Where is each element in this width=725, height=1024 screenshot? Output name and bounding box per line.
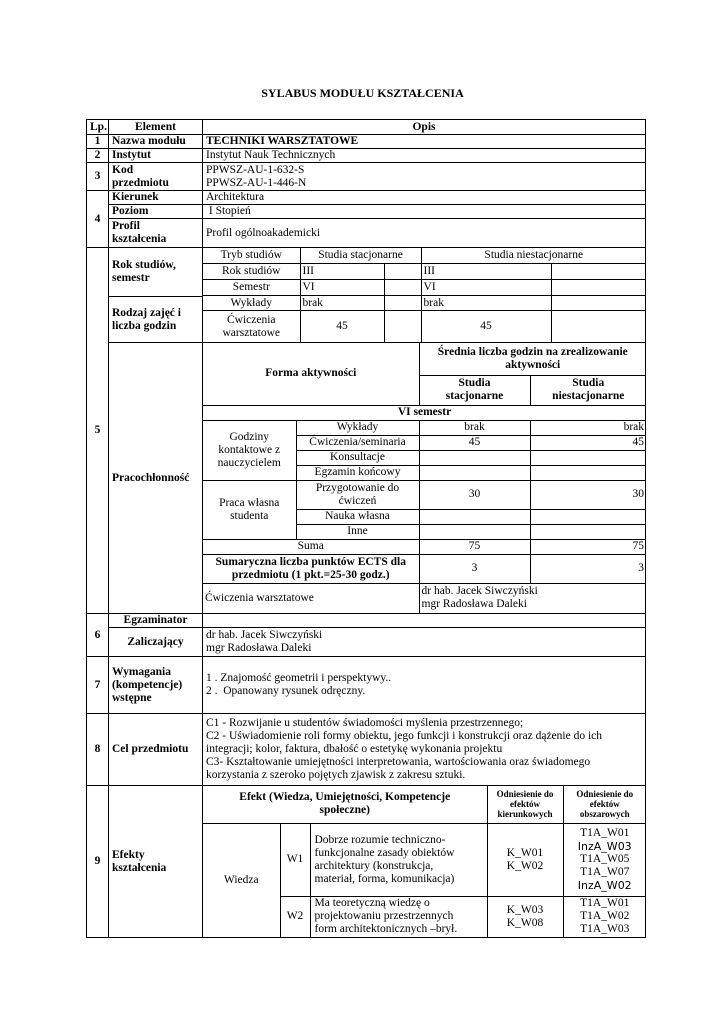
label-line: T1A_W03 xyxy=(580,923,630,936)
label-line: K_W01 xyxy=(506,846,544,859)
row-number: 9 xyxy=(87,786,109,938)
empty-cell xyxy=(419,450,530,465)
pracochlonnosc-grid xyxy=(203,343,646,614)
tryb-label: Tryb studiów xyxy=(203,248,300,263)
label-line: kontaktowe z xyxy=(218,443,281,456)
goal-line: C3- Kształtowanie umiejętności interpretowania, wartościowania oraz świadomego xyxy=(206,756,591,768)
label-line: Efekt (Wiedza, Umiejętności, Kompetencje xyxy=(239,791,451,804)
label-line: efektów xyxy=(589,799,620,810)
odniesienie-kierunkowe-header xyxy=(487,786,563,823)
p-przyg-n: 30 xyxy=(530,480,646,509)
goal-line: korzystania z szeroko pojętych zjawisk z zakresu sztuki. xyxy=(206,769,466,781)
rok-rodzaj-labels xyxy=(109,248,203,343)
label-line: Przygotowanie do xyxy=(315,481,400,494)
w2-code: W2 xyxy=(280,896,310,937)
row-label: Instytut xyxy=(109,149,203,163)
wiedza-label: Wiedza xyxy=(203,823,280,937)
label-line: kierunkowych xyxy=(497,809,553,820)
label-line: ćwiczeń xyxy=(338,494,377,507)
label-line: dr hab. Jacek Siwczyński xyxy=(421,585,538,598)
row-zaliczajacy xyxy=(87,628,646,657)
rok-studiow-grid xyxy=(203,248,646,343)
goal-line: C2 - Uświadomienie roli formy obiektu, jego funkcji i konstrukcji oraz dążenie do ich xyxy=(206,730,603,742)
row-efekty xyxy=(87,786,646,938)
label-line: Ćwiczenia xyxy=(226,313,276,326)
cwiczenia-label xyxy=(203,311,300,342)
cw-s: 45 xyxy=(300,311,384,342)
rok-s: III xyxy=(300,263,384,279)
efekty-grid xyxy=(203,786,646,938)
label-line: Ma teoretyczną wiedzę o xyxy=(314,897,430,910)
row-label xyxy=(109,219,203,248)
wyk-n: brak xyxy=(421,296,551,311)
suma-n: 75 xyxy=(530,539,646,554)
study-mode-table xyxy=(203,248,646,342)
row-label: Poziom xyxy=(109,205,203,219)
row-egzaminator xyxy=(87,614,646,628)
label-line: Dobrze rozumie techniczno- xyxy=(314,833,446,846)
empty-cell xyxy=(551,296,646,311)
label-line: obszarowych xyxy=(579,809,630,820)
row-label: Egzaminator xyxy=(109,614,203,628)
p-przyg-s: 30 xyxy=(419,480,530,509)
w2-description xyxy=(310,896,487,937)
cel-value xyxy=(203,714,646,786)
label-line: kształcenia xyxy=(112,861,167,874)
table-header-row xyxy=(87,120,646,135)
label-line: Wymagania xyxy=(112,665,171,678)
g-konsultacje: Konsultacje xyxy=(296,450,419,465)
kierunek-value: Architektura xyxy=(203,191,646,205)
wyk-s: brak xyxy=(300,296,384,311)
label-line: Praca własna xyxy=(219,496,280,509)
empty-cell xyxy=(530,465,646,480)
suma-s: 75 xyxy=(419,539,530,554)
cw-n: 45 xyxy=(421,311,551,342)
label-line: Efekty xyxy=(112,848,145,861)
empty-cell xyxy=(419,465,530,480)
requirement-item: 1 . Znajomość geometrii i perspektywy.. xyxy=(206,672,392,684)
studia-stacjonarne-header xyxy=(419,375,530,405)
g-wyk-n: brak xyxy=(530,420,646,435)
sem-n: VI xyxy=(421,279,551,295)
page-title: SYLABUS MODUŁU KSZTAŁCENIA xyxy=(261,86,464,100)
g-cwiczenia: Ćwiczenia/seminaria xyxy=(296,435,419,450)
label-line: efektów xyxy=(510,799,540,810)
row-label xyxy=(109,163,203,191)
studia-niestacjonarne-header xyxy=(530,375,646,405)
label-line: Studia xyxy=(458,377,491,389)
stacjonarne-header: Studia stacjonarne xyxy=(300,248,421,263)
label-line: InzA_W03 xyxy=(577,840,632,853)
label-line: Godziny xyxy=(229,430,270,443)
row-pracochlonnosc xyxy=(87,343,646,614)
empty-cell xyxy=(384,279,421,295)
label-line: aktywności xyxy=(505,358,561,371)
row-number: 1 xyxy=(87,135,109,149)
w1-obszarowe xyxy=(563,823,646,896)
rodzaj-label xyxy=(109,297,202,342)
institute-value: Instytut Nauk Technicznych xyxy=(203,149,646,163)
cw-warsztatowe: Ćwiczenia warsztatowe xyxy=(203,583,419,613)
label-line: (kompetencje) xyxy=(112,678,183,691)
course-code xyxy=(203,163,646,191)
header-lp: Lp. xyxy=(87,120,109,135)
label-line: semestr xyxy=(112,272,150,284)
forma-aktywnosci: Forma aktywności xyxy=(203,343,419,405)
g-egzamin: Egzamin końcowy xyxy=(296,465,419,480)
row-label: Zaliczający xyxy=(109,628,203,657)
poziom-value: I Stopień xyxy=(203,205,646,219)
row-cel xyxy=(87,714,646,786)
label-line: społeczne) xyxy=(319,804,370,817)
label-line: funkcjonalne zasady obiektów xyxy=(314,846,455,859)
row-nazwa xyxy=(87,135,646,149)
empty-cell xyxy=(384,311,421,342)
efekt-header xyxy=(203,786,487,823)
workload-table xyxy=(203,343,646,613)
w2-kierunkowe xyxy=(487,896,563,937)
requirement-item: 2 . Opanowany rysunek odręczny. xyxy=(206,685,366,697)
semestr-label-cell: Semestr xyxy=(203,279,300,295)
pracochlonnosc-label: Pracochłonność xyxy=(109,343,203,614)
label-line: InzA_W02 xyxy=(577,879,632,892)
empty-cell xyxy=(530,450,646,465)
empty-cell xyxy=(530,524,646,539)
g-wyklady: Wykłady xyxy=(296,420,419,435)
header-opis: Opis xyxy=(203,120,646,135)
label-line: T1A_W05 xyxy=(580,853,630,865)
row-number: 6 xyxy=(87,614,109,657)
label-line: K_W03 xyxy=(506,903,544,916)
empty-cell xyxy=(384,296,421,311)
row-number: 3 xyxy=(87,163,109,191)
sem-s: VI xyxy=(300,279,384,295)
w2-obszarowe xyxy=(563,896,646,937)
wymagania-value xyxy=(203,657,646,714)
label-line: studenta xyxy=(230,509,269,522)
row-number: 4 xyxy=(87,191,109,248)
g-cw-n: 45 xyxy=(530,435,646,450)
label-line: dr hab. Jacek Siwczyński xyxy=(206,629,323,641)
goal-line: integracji; kolor, faktura, dbałość o estetykę wykonania projektu xyxy=(206,743,503,755)
row-label: Kierunek xyxy=(109,191,203,205)
srednia-header xyxy=(419,343,646,375)
label-line: przedmiotu xyxy=(112,176,169,189)
p-nauka: Nauka własna xyxy=(296,509,419,524)
module-name: TECHNIKI WARSZTATOWE xyxy=(203,135,646,149)
rok-label xyxy=(109,248,202,297)
label-line: Studia xyxy=(572,377,605,389)
course-code-n: PPWSZ-AU-1-446-N xyxy=(206,176,307,189)
label-line: Profil xyxy=(112,220,140,232)
praca-wlasna xyxy=(203,480,296,539)
label-line: mgr Radosława Daleki xyxy=(421,598,527,611)
w1-code: W1 xyxy=(280,823,310,896)
learning-outcomes-table xyxy=(203,786,646,937)
empty-cell xyxy=(384,263,421,279)
label-line: Sumaryczna liczba punktów ECTS dla xyxy=(215,555,406,568)
syllabus-table xyxy=(86,119,646,938)
label-line: stacjonarne xyxy=(445,390,504,402)
course-code-s: PPWSZ-AU-1-632-S xyxy=(206,163,305,176)
row-kod xyxy=(87,163,646,191)
p-przygotowanie xyxy=(296,480,419,509)
label-line: wstępne xyxy=(112,691,152,704)
g-wyk-s: brak xyxy=(419,420,530,435)
g-cw-s: 45 xyxy=(419,435,530,450)
empty-cell xyxy=(530,509,646,524)
profil-value: Profil ogólnoakademicki xyxy=(203,219,646,248)
label-line: T1A_W01 xyxy=(580,897,630,910)
ects-n: 3 xyxy=(530,554,646,583)
empty-cell xyxy=(551,279,646,295)
label-line: T1A_W01 xyxy=(580,827,630,839)
label-line: nauczycielem xyxy=(217,456,281,469)
niestacjonarne-header: Studia niestacjonarne xyxy=(421,248,646,263)
label-line: materiał, forma, komunikacja) xyxy=(314,872,455,885)
label-line: K_W02 xyxy=(506,859,544,872)
label-line: warsztatowe xyxy=(222,326,280,339)
goal-line: C1 - Rozwijanie u studentów świadomości myślenia przestrzennego; xyxy=(206,717,524,729)
label-line: liczba godzin xyxy=(112,319,177,332)
row-poziom xyxy=(87,205,646,219)
row-label xyxy=(109,786,203,938)
label-line: Odniesienie do xyxy=(576,789,634,800)
vi-semestr-header: VI semestr xyxy=(203,405,646,420)
label-line: projektowaniu przestrzennych xyxy=(314,910,454,923)
label-line: K_W08 xyxy=(506,916,544,929)
w1-kierunkowe xyxy=(487,823,563,896)
row-number: 5 xyxy=(87,248,109,614)
row-number: 7 xyxy=(87,657,109,714)
odniesienie-obszarowe-header xyxy=(563,786,646,823)
row-label: Cel przedmiotu xyxy=(109,714,203,786)
p-inne: Inne xyxy=(296,524,419,539)
wyklady-label: Wykłady xyxy=(203,296,300,311)
row-rok-studiow xyxy=(87,248,646,343)
ects-s: 3 xyxy=(419,554,530,583)
row-wymagania xyxy=(87,657,646,714)
label-line: Rok studiów, xyxy=(112,259,176,271)
label-line: Odniesienie do xyxy=(496,789,554,800)
row-instytut xyxy=(87,149,646,163)
empty-cell xyxy=(419,524,530,539)
egzaminator-value xyxy=(203,614,646,628)
row-number: 8 xyxy=(87,714,109,786)
header-element: Element xyxy=(109,120,203,135)
empty-cell xyxy=(419,509,530,524)
label-line: Rodzaj zajęć i xyxy=(112,306,181,319)
rok-n: III xyxy=(421,263,551,279)
empty-cell xyxy=(551,311,646,342)
row-kierunek xyxy=(87,191,646,205)
label-line: T1A_W07 xyxy=(580,866,630,878)
label-line: form architektonicznych –brył. xyxy=(314,923,458,936)
ects-label xyxy=(203,554,419,583)
label-line: architektury (konstrukcja, xyxy=(314,859,434,872)
prowadzacy xyxy=(419,583,646,613)
row-label: Nazwa modułu xyxy=(109,135,203,149)
row-label xyxy=(109,657,203,714)
label-line: Kod xyxy=(112,163,134,176)
label-line: przedmiotu (1 pkt.=25-30 godz.) xyxy=(231,568,390,581)
zaliczajacy-value xyxy=(203,628,646,657)
label-line: kształcenia xyxy=(112,233,167,245)
label-line: T1A_W02 xyxy=(580,910,630,923)
rok-label-cell: Rok studiów xyxy=(203,263,300,279)
label-line: Średnia liczba godzin na zrealizowanie xyxy=(437,345,628,358)
label-line: mgr Radosława Daleki xyxy=(206,642,312,654)
godziny-kontaktowe xyxy=(203,420,296,480)
w1-description xyxy=(310,823,487,896)
empty-cell xyxy=(551,263,646,279)
label-line: niestacjonarne xyxy=(552,390,625,402)
row-profil xyxy=(87,219,646,248)
suma-label: Suma xyxy=(203,539,419,554)
row-number: 2 xyxy=(87,149,109,163)
